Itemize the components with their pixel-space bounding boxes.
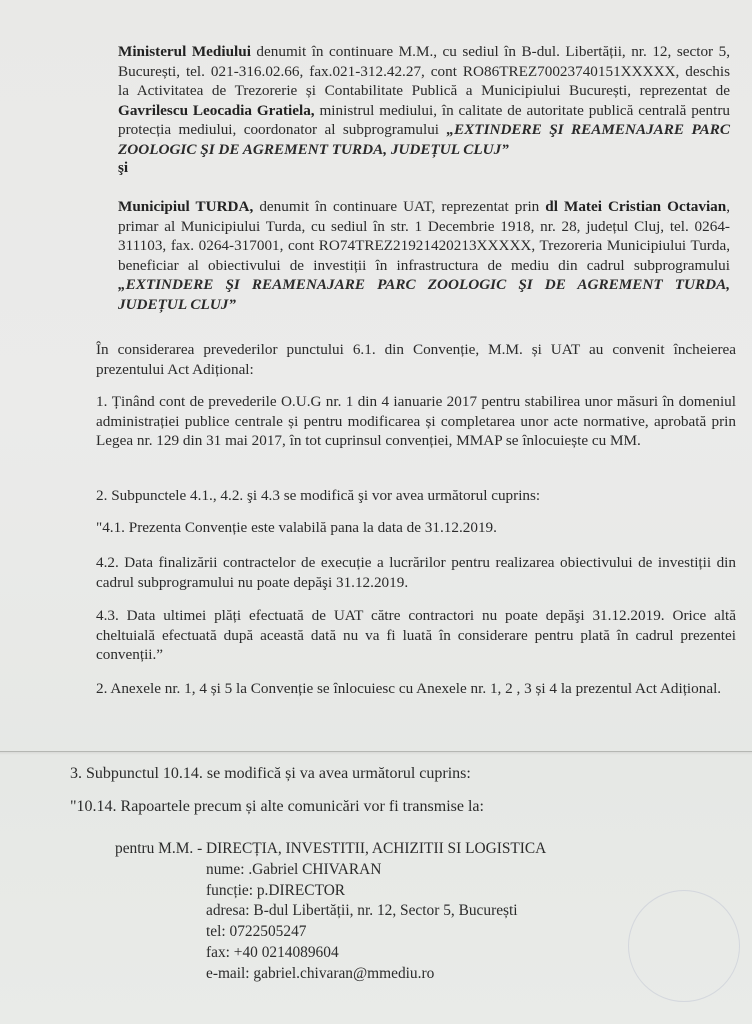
- contact-block: [115, 839, 546, 985]
- clause-4-1: "4.1. Prezenta Convenție este valabilă pana la data de 31.12.2019.: [96, 519, 497, 536]
- conjunction: [118, 158, 730, 178]
- faint-stamp-icon: [628, 890, 740, 1002]
- party1-details-b: ministrul mediului, în calitate de autoritate publică centrală pentru protecția mediului, coordonator al subprogramului: [118, 101, 731, 139]
- preamble: În considerarea prevederilor punctului 6.1. din Convenție, M.M. și UAT au convenit încheierea prezentului Act Adițional:: [96, 341, 736, 378]
- party1-representative: Gavrilescu Leocadia Gratiela,: [118, 101, 315, 119]
- party2-paragraph: [118, 197, 730, 315]
- page-fold-shadow: [0, 752, 752, 755]
- party2-representative: dl Matei Cristian Octavian: [545, 198, 727, 215]
- clause-2: 2. Subpunctele 4.1., 4.2. şi 4.3 se modifică şi vor avea următorul cuprins:: [96, 487, 541, 504]
- clause-4-3: 4.3. Data ultimei plăți efectuată de UAT către contractori nu poate depăşi 31.12.2019. Orice altă cheltuială efectuată după această dată nu va fi luată în considerare pentru plată în cadrul prezentei convenții.”: [96, 607, 736, 664]
- clause-4-2: 4.2. Data finalizării contractelor de execuție a lucrărilor pentru realizarea obiectivului de investiții din cadrul subprogramului nu poate depăşi 31.12.2019.: [96, 554, 736, 591]
- clause-3: 3. Subpunctul 10.14. se modifică și va avea următorul cuprins:: [70, 765, 471, 782]
- party2-name: Municipiul TURDA,: [118, 198, 254, 215]
- conjunction-text: şi: [118, 159, 129, 176]
- party1-name: Ministerul Mediului: [118, 43, 251, 60]
- party2-program: „EXTINDERE ŞI REAMENAJARE PARC ZOOLOGIC ŞI DE AGREMENT TURDA, JUDEȚUL CLUJ”: [118, 276, 730, 313]
- contact-name: nume: .Gabriel CHIVARAN: [206, 860, 382, 878]
- contact-recipient: pentru M.M. - DIRECȚIA, INVESTITII, ACHIZITII SI LOGISTICA: [115, 840, 547, 857]
- party1-program: „EXTINDERE ŞI REAMENAJARE PARC ZOOLOGIC ŞI DE AGREMENT TURDA, JUDEȚUL CLUJ”: [118, 121, 731, 158]
- clause-annexes: 2. Anexele nr. 1, 4 și 5 la Convenție se înlocuiesc cu Anexele nr. 1, 2 , 3 și 4 la prezentul Act Adițional.: [96, 680, 722, 697]
- party1-details-a: denumit în continuare M.M., cu sediul în B-dul. Libertății, nr. 12, sector 5, București, tel. 021-316.02.66, fax.021-312.42.27, cont RO86TREZ70023740151XXXXX, deschis la Activitatea de Trezorerie și Contabilitate Publică a Municipiului București, reprezentat de: [118, 43, 730, 100]
- contact-address: adresa: B-dul Libertății, nr. 12, Sector 5, București: [206, 902, 518, 920]
- contact-fax: fax: +40 0214089604: [206, 943, 339, 961]
- clause-1: 1. Ținând cont de prevederile O.U.G nr. 1 din 4 ianuarie 2017 pentru stabilirea unor măsuri în domeniul administrației publice centrale și pentru modificarea și completarea unor acte normative, aprobată prin Legea nr. 129 din 31 mai 2017, în tot cuprinsul convenției, MMAP se înlocuiește cu MM.: [96, 393, 736, 450]
- clause-10-14: "10.14. Rapoartele precum și alte comunicări vor fi transmise la:: [70, 798, 484, 815]
- party2-details-b: , primar al Municipiului Turda, cu sediul în str. 1 Decembrie 1918, nr. 28, județul Cluj, tel. 0264-311103, fax. 0264-317001, cont RO74TREZ21921420213XXXXX, Trezoreria Municipiului Turda, beneficiar al obiectivului de investiții în infrastructura de mediu din cadrul subprogramului: [118, 198, 731, 274]
- contact-tel: tel: 0722505247: [206, 923, 307, 941]
- contact-function: funcție: p.DIRECTOR: [206, 881, 346, 899]
- party2-details-a: denumit în continuare UAT, reprezentat prin: [253, 198, 546, 215]
- party1-paragraph: [118, 42, 730, 160]
- contact-email: e-mail: gabriel.chivaran@mmediu.ro: [206, 964, 435, 982]
